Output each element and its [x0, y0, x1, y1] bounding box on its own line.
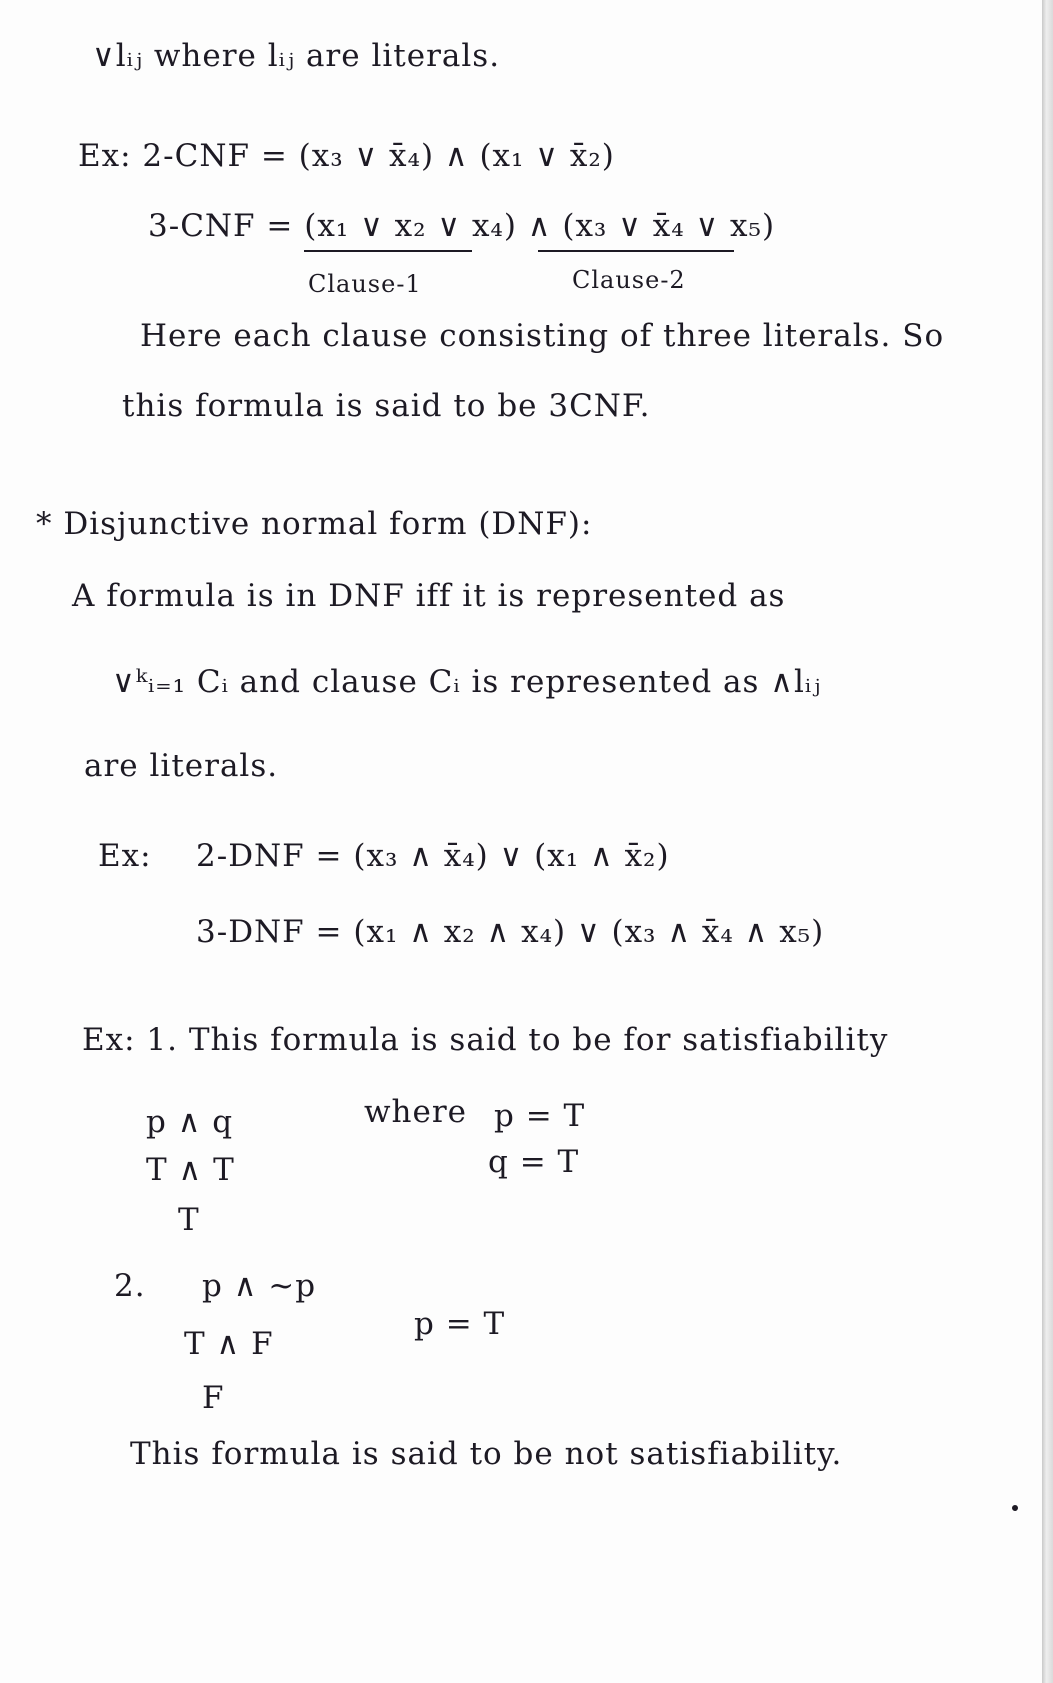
explanation-line-1: Here each clause consisting of three literals. So — [140, 318, 945, 354]
example-2-result: F — [202, 1380, 225, 1416]
literal-definition-line: ∨lᵢⱼ where lᵢⱼ are literals. — [92, 38, 501, 74]
clause-2-label: Clause-2 — [572, 266, 686, 294]
example-2-number: 2. — [114, 1268, 146, 1304]
dnf-heading: * Disjunctive normal form (DNF): — [36, 506, 593, 542]
ink-dot — [1012, 1505, 1018, 1511]
cnf-example-2: Ex: 2-CNF = (x₃ ∨ x̄₄) ∧ (x₁ ∨ x̄₂) — [78, 138, 615, 174]
dnf-example-3: 3-DNF = (x₁ ∧ x₂ ∧ x₄) ∨ (x₃ ∧ x̄₄ ∧ x₅) — [196, 914, 825, 950]
explanation-line-2: this formula is said to be 3CNF. — [122, 388, 651, 424]
example-1-result: T — [178, 1202, 200, 1238]
example-2-substitution: T ∧ F — [184, 1326, 274, 1362]
where-label: where — [364, 1094, 468, 1130]
page-edge — [1042, 0, 1053, 1683]
conclusion-line: This formula is said to be not satisfiability. — [130, 1436, 843, 1472]
q-assignment: q = T — [488, 1144, 580, 1180]
clause-2-underline — [538, 250, 734, 252]
dnf-example-label: Ex: — [98, 838, 152, 874]
clause-1-underline — [304, 250, 472, 252]
example-1-expression: p ∧ q — [146, 1104, 234, 1140]
satisfiability-example-1: Ex: 1. This formula is said to be for satisfiability — [82, 1022, 889, 1058]
p-assignment-1: p = T — [494, 1098, 586, 1134]
p-assignment-2: p = T — [414, 1306, 506, 1342]
example-2-expression: p ∧ ~p — [202, 1268, 317, 1304]
example-1-substitution: T ∧ T — [146, 1152, 235, 1188]
clause-1-label: Clause-1 — [308, 270, 422, 298]
dnf-definition-line-1: A formula is in DNF iff it is represented as — [72, 578, 786, 614]
dnf-example-2: 2-DNF = (x₃ ∧ x̄₄) ∨ (x₁ ∧ x̄₂) — [196, 838, 670, 874]
cnf-example-3: 3-CNF = (x₁ ∨ x₂ ∨ x₄) ∧ (x₃ ∨ x̄₄ ∨ x₅) — [148, 208, 776, 244]
dnf-definition-line-3: are literals. — [84, 748, 279, 784]
dnf-definition-line-2: ∨ᵏᵢ₌₁ Cᵢ and clause Cᵢ is represented as ∧lᵢⱼ — [112, 664, 822, 700]
